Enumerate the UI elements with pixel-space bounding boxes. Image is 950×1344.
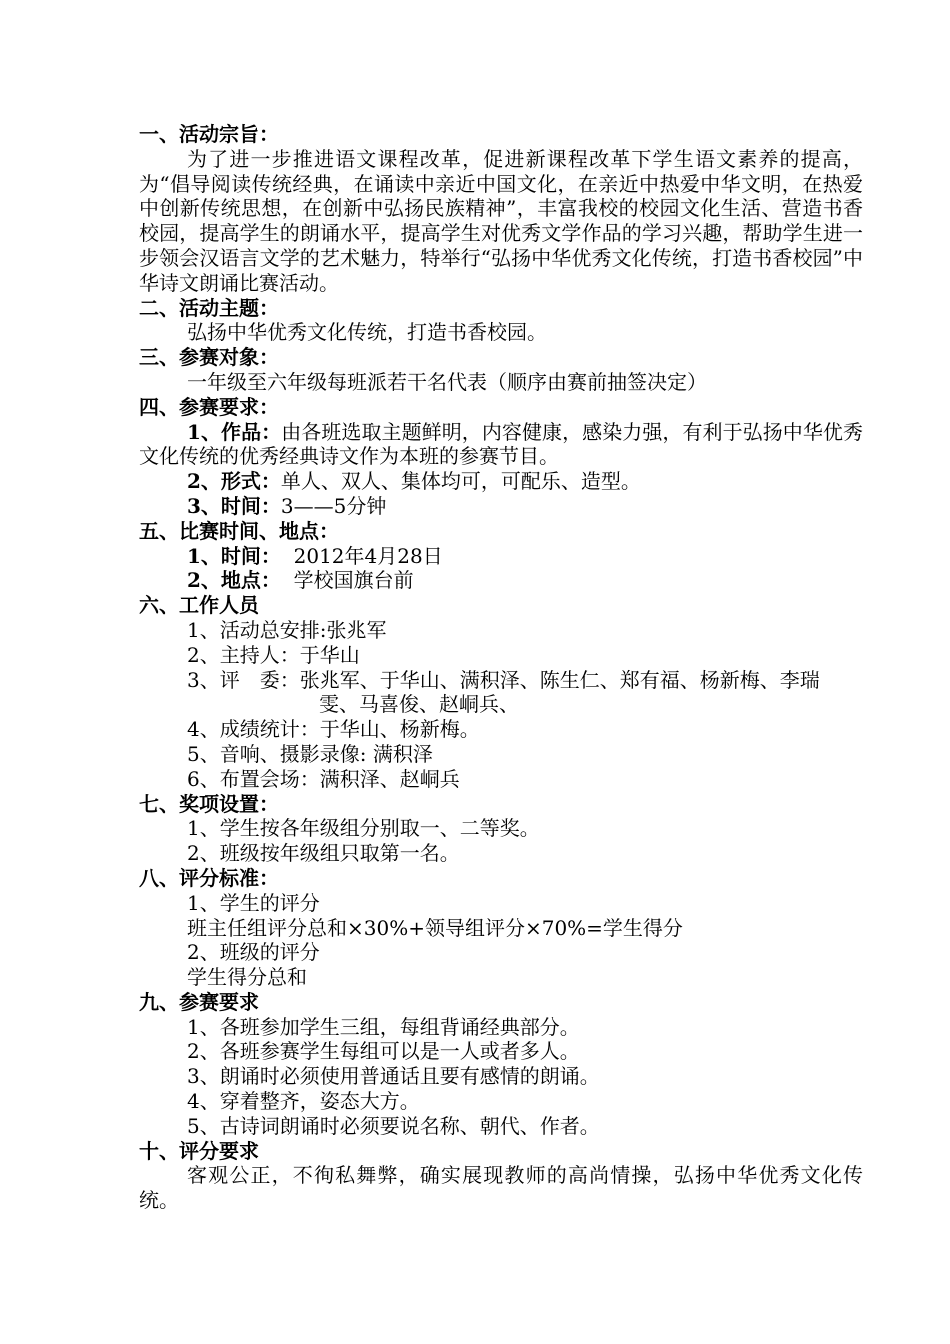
section-6-item: 3、评 委：张兆军、于华山、满积泽、陈生仁、郑有福、杨新梅、李瑞 xyxy=(187,667,820,692)
section-7-item: 2、班级按年级组只取第一名。 xyxy=(187,841,460,866)
section-3-body: 一年级至六年级每班派若干名代表（顺序由赛前抽签决定） xyxy=(187,369,707,394)
section-3-heading: 三、参赛对象： xyxy=(139,345,279,370)
section-2-body: 弘扬中华优秀文化传统，打造书香校园。 xyxy=(187,320,547,345)
section-5-heading: 五、比赛时间、地点： xyxy=(139,518,339,543)
section-9-item: 4、穿着整齐，姿态大方。 xyxy=(187,1089,420,1114)
section-4-heading: 四、参赛要求： xyxy=(139,394,279,419)
section-8-item: 学生得分总和 xyxy=(187,965,307,990)
section-5-item xyxy=(139,544,863,569)
item-label: 2、地点： xyxy=(187,568,281,593)
section-8-item: 班主任组评分总和×30%+领导组评分×70%=学生得分 xyxy=(187,915,683,940)
item-text: 单人、双人、集体均可，可配乐、造型。 xyxy=(280,469,641,494)
section-5-item xyxy=(139,568,863,593)
section-8-item: 2、班级的评分 xyxy=(187,940,320,965)
section-1-body: 为了进一步推进语文课程改革，促进新课程改革下学生语文素养的提高，为“倡导阅读传统经典，在诵读中亲近中国文化，在亲近中热爱中华文明，在热爱中创新传统思想，在创新中弘扬民族精神”，丰富我校的校园文化生活、营造书香校园，提高学生的朗诵水平，提高学生对优秀文学作品的学习兴趣，帮助学生进一步领会汉语言文学的艺术魅力，特举行“弘扬中华优秀文化传统，打造书香校园”中华诗文朗诵比赛活动。 xyxy=(139,146,863,295)
section-6-heading: 六、工作人员 xyxy=(139,593,259,618)
section-9-item: 5、古诗词朗诵时必须要说名称、朝代、作者。 xyxy=(187,1113,600,1138)
section-4-item xyxy=(139,420,863,470)
item-label: 1、作品： xyxy=(187,419,282,444)
document-page xyxy=(139,122,863,1213)
section-10-heading: 十、评分要求 xyxy=(139,1138,259,1163)
section-6-item-continued: 雯、马喜俊、赵峒兵、 xyxy=(319,692,519,717)
section-7-heading: 七、奖项设置： xyxy=(139,791,279,816)
section-6-item: 4、成绩统计：于华山、杨新梅。 xyxy=(187,717,480,742)
section-6-item: 2、主持人：于华山 xyxy=(187,642,360,667)
section-6-item: 1、活动总安排:张兆军 xyxy=(187,617,387,642)
item-text: 学校国旗台前 xyxy=(280,568,414,593)
item-label: 1、时间： xyxy=(187,543,281,568)
item-label: 2、形式： xyxy=(187,469,281,494)
section-4-item xyxy=(139,494,863,519)
item-text: 2012年4月28日 xyxy=(280,543,443,568)
section-6-item: 5、音响、摄影录像: 满积泽 xyxy=(187,741,433,766)
section-1-heading: 一、活动宗旨： xyxy=(139,122,279,146)
section-9-item: 2、各班参赛学生每组可以是一人或者多人。 xyxy=(187,1039,580,1064)
section-8-item: 1、学生的评分 xyxy=(187,890,320,915)
section-2-heading: 二、活动主题： xyxy=(139,295,279,320)
section-9-item: 3、朗诵时必须使用普通话且要有感情的朗诵。 xyxy=(187,1064,600,1089)
section-9-heading: 九、参赛要求 xyxy=(139,989,259,1014)
item-text: 3——5分钟 xyxy=(280,493,387,518)
section-8-heading: 八、评分标准： xyxy=(139,865,279,890)
item-label: 3、时间： xyxy=(187,493,281,518)
section-10-body: 客观公正，不徇私舞弊，确实展现教师的高尚情操，弘扬中华优秀文化传统。 xyxy=(139,1163,863,1213)
section-9-item: 1、各班参加学生三组，每组背诵经典部分。 xyxy=(187,1014,580,1039)
section-4-item xyxy=(139,469,863,494)
section-7-item: 1、学生按各年级组分别取一、二等奖。 xyxy=(187,816,540,841)
item-text: 由各班选取主题鲜明，内容健康，感染力强，有利于弘扬中华优秀文化传统的优秀经典诗文作为本班的参赛节目。 xyxy=(139,419,863,469)
section-6-item: 6、布置会场：满积泽、赵峒兵 xyxy=(187,766,460,791)
